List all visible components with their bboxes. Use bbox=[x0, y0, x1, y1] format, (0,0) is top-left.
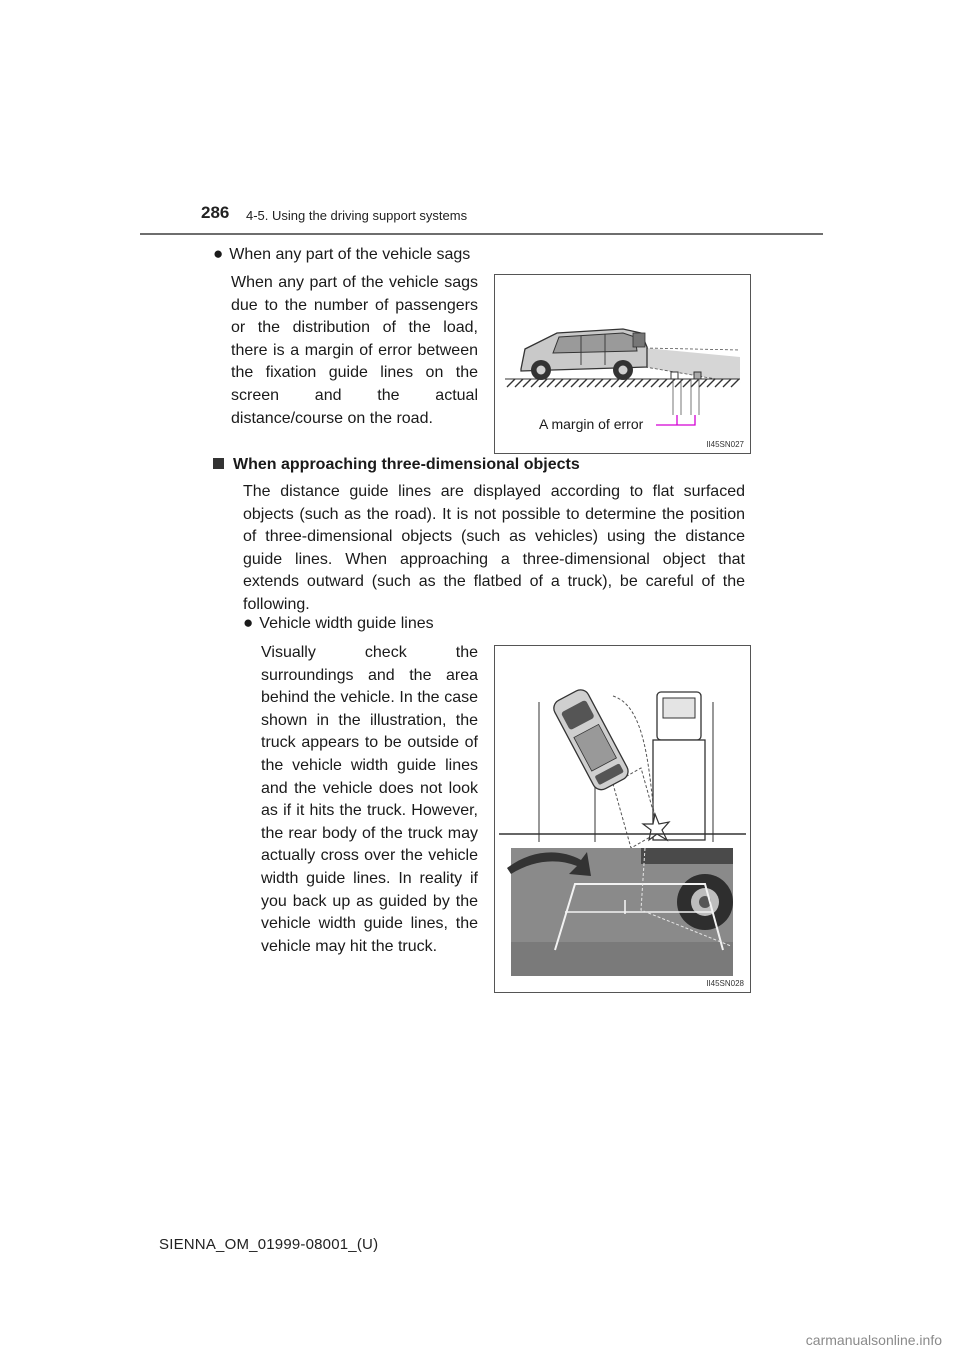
section-heading-text: When approaching three-dimensional objects bbox=[233, 456, 580, 473]
bullet-icon: ● bbox=[243, 613, 254, 632]
item-width-title bbox=[243, 613, 434, 633]
item-sags-title-text: When any part of the vehicle sags bbox=[229, 246, 471, 263]
figure-code: II45SN028 bbox=[706, 979, 744, 988]
bullet-icon: ● bbox=[213, 244, 224, 263]
vehicle-width-illustration bbox=[495, 646, 750, 992]
item-sags-title bbox=[213, 244, 470, 264]
item-width-body: Visually check the surroundings and the area behind the vehicle. In the case shown in the illustration, the truck appears to be outside of the vehicle width guide lines and the vehicle does not look as if it hits the truck. However, the rear body of the truck may actually cross over the vehicle width guide lines. In reality if you back up as guided by the vehicle width guide lines, the vehicle may hit the truck. bbox=[261, 644, 478, 955]
header-rule bbox=[140, 233, 823, 235]
square-bullet-icon bbox=[213, 458, 224, 469]
section-title: 4-5. Using the driving support systems bbox=[246, 208, 468, 223]
figure-callout-margin: A margin of error bbox=[539, 416, 644, 432]
section-body: The distance guide lines are displayed according to flat surfaced objects (such as the road). It is not possible to determine the position of three-dimensional objects (such as vehicles) using the distance guide lines. When approaching a three-dimensional object that extends outward (such as the flatbed of a truck), be careful of the following. bbox=[243, 483, 745, 613]
page-number: 286 bbox=[201, 203, 230, 222]
figure-code: II45SN027 bbox=[706, 440, 744, 449]
item-width-title-text: Vehicle width guide lines bbox=[259, 615, 434, 632]
figure-vehicle-sag bbox=[494, 274, 751, 454]
figure-vehicle-width bbox=[494, 645, 751, 993]
item-sags-body: When any part of the vehicle sags due to the number of passengers or the distribution of the load, there is a margin of error between the fixation guide lines on the screen and the actual distance/course on the road. bbox=[231, 274, 478, 427]
footer-doc-id: SIENNA_OM_01999-08001_(U) bbox=[159, 1236, 379, 1253]
section-heading bbox=[213, 456, 580, 474]
watermark: carmanualsonline.info bbox=[805, 1332, 942, 1348]
